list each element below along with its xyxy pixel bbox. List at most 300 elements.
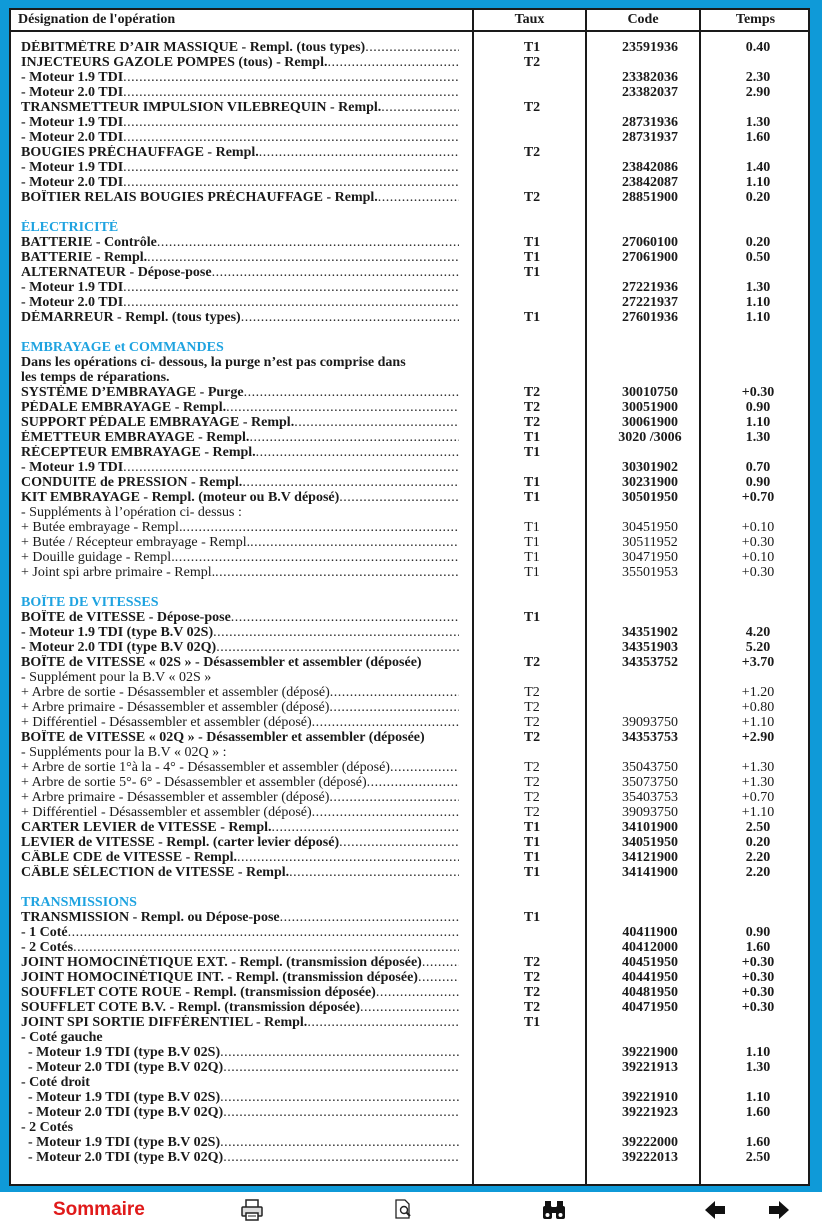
table-row (11, 40, 808, 55)
designation-cell (21, 745, 459, 760)
dot-leader (175, 550, 459, 565)
rate-cell: T2 (523, 400, 541, 415)
dot-leader (312, 715, 459, 730)
dot-leader (422, 955, 459, 970)
code-cell: 23591936 (622, 40, 678, 55)
time-cell: 1.10 (745, 310, 771, 325)
designation-text: - Coté droit (21, 1075, 90, 1090)
dot-leader (367, 775, 459, 790)
code-cell: 23382037 (622, 85, 678, 100)
designation-cell (21, 340, 459, 355)
designation-cell (21, 670, 459, 685)
time-cell: 1.10 (745, 1090, 771, 1105)
rate-cell: T2 (524, 805, 540, 820)
zoom-page-icon[interactable] (393, 1198, 415, 1222)
designation-text: - Moteur 2.0 TDI (type B.V 02Q) (21, 1060, 224, 1075)
code-cell: 39221913 (622, 1060, 678, 1075)
code-cell: 39221923 (622, 1105, 678, 1120)
designation-text: - Moteur 1.9 TDI (type B.V 02S) (21, 625, 214, 640)
dot-leader (220, 1135, 459, 1150)
table-row (11, 430, 808, 445)
code-cell: 34051950 (622, 835, 678, 850)
designation-text: + Douille guidage - Rempl. (21, 550, 175, 565)
designation-text: - Moteur 1.9 TDI (21, 70, 124, 85)
table-row (11, 940, 808, 955)
designation-cell (21, 175, 459, 190)
designation-cell (21, 730, 459, 745)
designation-text: - Moteur 1.9 TDI (21, 160, 124, 175)
code-cell: 34121900 (622, 850, 678, 865)
code-cell: 27061900 (622, 250, 678, 265)
dot-leader (272, 820, 459, 835)
designation-cell (21, 1060, 459, 1075)
dot-leader (339, 835, 459, 850)
code-cell: 27060100 (622, 235, 678, 250)
designation-text: les temps de réparations. (21, 370, 170, 385)
time-cell: +0.30 (741, 385, 775, 400)
table-row (11, 1090, 808, 1105)
dot-leader (256, 445, 459, 460)
rate-cell: T1 (523, 1015, 541, 1030)
table-row (11, 790, 808, 805)
rate-cell: T2 (524, 700, 540, 715)
designation-text: CÂBLE SÉLECTION de VITESSE - Rempl. (21, 865, 290, 880)
code-cell: 35501953 (622, 565, 678, 580)
rate-cell: T2 (524, 760, 540, 775)
dot-leader (123, 295, 459, 310)
time-cell: +2.90 (741, 730, 775, 745)
code-cell: 30301902 (622, 460, 678, 475)
designation-cell (21, 1015, 459, 1030)
designation-text: KIT EMBRAYAGE - Rempl. (moteur ou B.V déposé) (21, 490, 340, 505)
time-cell: 0.90 (745, 400, 771, 415)
arrow-right-icon[interactable] (767, 1198, 791, 1222)
dot-leader (147, 250, 459, 265)
designation-cell (21, 550, 459, 565)
spacer-row (11, 880, 808, 895)
time-cell: +0.30 (741, 535, 775, 550)
designation-cell (21, 820, 459, 835)
table-row (11, 865, 808, 880)
designation-cell (21, 280, 459, 295)
dot-leader (157, 235, 459, 250)
table-row (11, 505, 808, 520)
dot-leader (216, 640, 459, 655)
dot-leader (226, 400, 459, 415)
section-heading (11, 595, 808, 610)
designation-text: JOINT HOMOCINÉTIQUE INT. - Rempl. (transmission déposée) (21, 970, 418, 985)
rate-cell: T1 (523, 445, 541, 460)
table-row (11, 1060, 808, 1075)
table-row (11, 655, 808, 670)
designation-cell (21, 1120, 459, 1135)
section-heading (11, 895, 808, 910)
designation-cell (21, 445, 459, 460)
designation-text: ÉMETTEUR EMBRAYAGE - Rempl. (21, 430, 250, 445)
table-row (11, 640, 808, 655)
binoculars-icon[interactable] (540, 1198, 568, 1222)
time-cell: 2.30 (745, 70, 771, 85)
rate-cell: T2 (523, 730, 541, 745)
rate-cell: T1 (523, 265, 541, 280)
rate-cell: T1 (523, 430, 541, 445)
designation-text: Dans les opérations ci- dessous, la purge n’est pas comprise dans (21, 355, 406, 370)
rate-cell: T2 (523, 385, 541, 400)
time-cell: 1.40 (745, 160, 771, 175)
designation-text: + Différentiel - Désassembler et assembler (déposé) (21, 805, 312, 820)
designation-cell (21, 610, 459, 625)
rate-cell: T2 (523, 415, 541, 430)
designation-text: + Arbre de sortie 5°- 6° - Désassembler et assembler (déposé) (21, 775, 367, 790)
designation-text: + Différentiel - Désassembler et assembler (déposé) (21, 715, 312, 730)
table-row (11, 985, 808, 1000)
table-row (11, 1105, 808, 1120)
rate-cell: T1 (523, 250, 541, 265)
designation-text: + Butée / Récepteur embrayage - Rempl. (21, 535, 251, 550)
dot-leader (123, 280, 459, 295)
table-row (11, 310, 808, 325)
designation-text: CÂBLE CDE de VITESSE - Rempl. (21, 850, 238, 865)
code-cell: 27221936 (622, 280, 678, 295)
table-row (11, 565, 808, 580)
code-cell: 35073750 (622, 775, 678, 790)
code-cell: 34351902 (622, 625, 678, 640)
table-row (11, 355, 808, 370)
code-cell: 39222000 (622, 1135, 678, 1150)
table-row (11, 730, 808, 745)
table-row (11, 415, 808, 430)
code-cell: 35043750 (622, 760, 678, 775)
time-cell: 0.70 (745, 460, 771, 475)
designation-text: - 1 Coté (21, 925, 68, 940)
designation-text: - Coté gauche (21, 1030, 103, 1045)
table-row (11, 925, 808, 940)
code-cell: 23842087 (622, 175, 678, 190)
dot-leader (329, 700, 459, 715)
designation-text: EMBRAYAGE et COMMANDES (21, 340, 224, 355)
operations-table (9, 8, 810, 1186)
table-row (11, 685, 808, 700)
dot-leader (250, 535, 459, 550)
designation-cell (21, 1000, 459, 1015)
designation-text: RÉCEPTEUR EMBRAYAGE - Rempl. (21, 445, 256, 460)
table-row (11, 295, 808, 310)
code-cell: 40471950 (622, 1000, 678, 1015)
code-cell: 39093750 (622, 805, 678, 820)
dot-leader (244, 385, 459, 400)
designation-text: - Moteur 1.9 TDI (21, 280, 124, 295)
designation-text: SYSTÈME D’EMBRAYAGE - Purge (21, 385, 244, 400)
designation-text: - Moteur 2.0 TDI (type B.V 02Q) (21, 1150, 224, 1165)
dot-leader (289, 865, 459, 880)
rate-cell: T2 (523, 985, 541, 1000)
time-cell: 2.50 (745, 820, 771, 835)
header-code: Code (627, 12, 659, 27)
designation-text: PÉDALE EMBRAYAGE - Rempl. (21, 400, 227, 415)
designation-text: BOUGIES PRÉCHAUFFAGE - Rempl. (21, 145, 259, 160)
rate-cell: T1 (523, 310, 541, 325)
code-cell: 39221910 (622, 1090, 678, 1105)
dot-leader (339, 490, 459, 505)
designation-cell (21, 1090, 459, 1105)
dot-leader (215, 565, 459, 580)
designation-text: - 2 Cotés (21, 940, 74, 955)
designation-cell (21, 370, 459, 385)
operations-list (11, 40, 808, 1165)
table-row (11, 535, 808, 550)
table-row (11, 85, 808, 100)
designation-text: + Arbre primaire - Désassembler et assembler (déposé) (21, 700, 330, 715)
table-row (11, 55, 808, 70)
table-row (11, 100, 808, 115)
sommaire-link[interactable]: Sommaire (53, 1199, 145, 1220)
designation-cell (21, 265, 459, 280)
time-cell: 0.20 (745, 190, 771, 205)
section-heading (11, 220, 808, 235)
code-cell: 34351903 (622, 640, 678, 655)
designation-text: SOUFFLET COTE ROUE - Rempl. (transmission déposée) (21, 985, 376, 1000)
time-cell: 1.10 (745, 1045, 771, 1060)
time-cell: 0.40 (745, 40, 771, 55)
rate-cell: T1 (523, 865, 541, 880)
dot-leader (312, 805, 459, 820)
designation-text: - Supplément pour la B.V « 02S » (21, 670, 212, 685)
time-cell: 0.90 (745, 475, 771, 490)
dot-leader (123, 70, 459, 85)
designation-cell (21, 640, 459, 655)
time-cell: +0.80 (741, 700, 775, 715)
designation-text: - Moteur 2.0 TDI (type B.V 02Q) (21, 1105, 224, 1120)
dot-leader (123, 85, 459, 100)
designation-text: + Butée embrayage - Rempl. (21, 520, 183, 535)
table-row (11, 175, 808, 190)
table-row (11, 385, 808, 400)
designation-text: JOINT HOMOCINÉTIQUE EXT. - Rempl. (transmission déposée) (21, 955, 422, 970)
table-row (11, 850, 808, 865)
table-row (11, 190, 808, 205)
table-row (11, 1015, 808, 1030)
designation-cell (21, 625, 459, 640)
designation-cell (21, 535, 459, 550)
time-cell: +1.10 (741, 805, 775, 820)
rate-cell: T1 (523, 820, 541, 835)
time-cell: +1.30 (741, 760, 775, 775)
designation-cell (21, 55, 459, 70)
designation-text: - Moteur 2.0 TDI (21, 85, 124, 100)
dot-leader (182, 520, 459, 535)
spacer-row (11, 580, 808, 595)
designation-text: BATTERIE - Rempl. (21, 250, 148, 265)
rate-cell: T2 (523, 970, 541, 985)
code-cell: 40441950 (622, 970, 678, 985)
designation-cell (21, 115, 459, 130)
table-row (11, 250, 808, 265)
rate-cell: T1 (524, 550, 540, 565)
dot-leader (223, 1060, 459, 1075)
code-cell: 30451950 (622, 520, 678, 535)
code-cell: 30511952 (622, 535, 678, 550)
table-row (11, 475, 808, 490)
table-row (11, 745, 808, 760)
dot-leader (231, 610, 459, 625)
code-cell: 28851900 (622, 190, 678, 205)
rate-cell: T2 (524, 685, 540, 700)
dot-leader (249, 430, 459, 445)
table-row (11, 625, 808, 640)
designation-text: - Moteur 2.0 TDI (21, 175, 124, 190)
designation-cell (21, 430, 459, 445)
rate-cell: T1 (523, 235, 541, 250)
time-cell: 0.50 (745, 250, 771, 265)
dot-leader (381, 100, 459, 115)
time-cell: 1.60 (745, 1135, 771, 1150)
time-cell: +0.10 (741, 520, 775, 535)
time-cell: +0.30 (741, 985, 775, 1000)
dot-leader (68, 925, 459, 940)
rate-cell: T1 (523, 475, 541, 490)
designation-cell (21, 760, 459, 775)
designation-cell (21, 895, 459, 910)
designation-text: BOÎTIER RELAIS BOUGIES PRÉCHAUFFAGE - Rempl. (21, 190, 378, 205)
designation-text: CONDUITE de PRESSION - Rempl. (21, 475, 243, 490)
time-cell: +0.30 (741, 970, 775, 985)
dot-leader (418, 970, 459, 985)
table-row (11, 1135, 808, 1150)
code-cell: 30010750 (622, 385, 678, 400)
designation-cell (21, 1075, 459, 1090)
rate-cell: T2 (524, 775, 540, 790)
time-cell: 1.30 (745, 280, 771, 295)
designation-cell (21, 940, 459, 955)
time-cell: 1.10 (745, 175, 771, 190)
time-cell: 2.20 (745, 850, 771, 865)
designation-text: - Moteur 1.9 TDI (type B.V 02S) (21, 1045, 221, 1060)
designation-text: - Suppléments pour la B.V « 02Q » : (21, 745, 227, 760)
table-row (11, 1150, 808, 1165)
navigation-bar (0, 1192, 822, 1229)
dot-leader (330, 685, 459, 700)
code-cell: 30061900 (622, 415, 678, 430)
time-cell: +0.10 (741, 550, 775, 565)
designation-text: JOINT SPI SORTIE DIFFÉRENTIEL - Rempl. (21, 1015, 308, 1030)
dot-leader (223, 1105, 459, 1120)
table-row (11, 160, 808, 175)
dot-leader (237, 850, 459, 865)
code-cell: 39221900 (622, 1045, 678, 1060)
designation-cell (21, 955, 459, 970)
printer-icon[interactable] (240, 1198, 264, 1222)
code-cell: 30051900 (622, 400, 678, 415)
designation-cell (21, 100, 459, 115)
table-row (11, 955, 808, 970)
designation-text: - Moteur 2.0 TDI (21, 130, 124, 145)
dot-leader (123, 130, 459, 145)
rate-cell: T2 (523, 955, 541, 970)
table-row (11, 265, 808, 280)
designation-text: - Moteur 2.0 TDI (type B.V 02Q) (21, 640, 217, 655)
designation-text: TRANSMISSIONS (21, 895, 137, 910)
designation-cell (21, 910, 459, 925)
designation-cell (21, 790, 459, 805)
table-row (11, 115, 808, 130)
section-heading (11, 340, 808, 355)
code-cell: 23842086 (622, 160, 678, 175)
table-row (11, 490, 808, 505)
time-cell: 1.30 (745, 430, 771, 445)
designation-text: - Moteur 1.9 TDI (type B.V 02S) (21, 1090, 221, 1105)
time-cell: +1.20 (741, 685, 775, 700)
designation-cell (21, 40, 459, 55)
designation-cell (21, 400, 459, 415)
time-cell: 0.90 (745, 925, 771, 940)
dot-leader (365, 40, 459, 55)
dot-leader (307, 1015, 459, 1030)
code-cell: 30231900 (622, 475, 678, 490)
designation-cell (21, 310, 459, 325)
designation-text: SOUFFLET COTE B.V. - Rempl. (transmission déposée) (21, 1000, 361, 1015)
designation-cell (21, 160, 459, 175)
arrow-left-icon[interactable] (703, 1198, 727, 1222)
spacer-row (11, 325, 808, 340)
rate-cell: T1 (524, 535, 540, 550)
time-cell: 1.30 (745, 1060, 771, 1075)
code-cell: 34101900 (622, 820, 678, 835)
time-cell: +0.30 (741, 565, 775, 580)
dot-leader (327, 55, 459, 70)
table-row (11, 1075, 808, 1090)
designation-cell (21, 835, 459, 850)
rate-cell: T2 (524, 790, 540, 805)
code-cell: 40451950 (622, 955, 678, 970)
designation-cell (21, 1030, 459, 1045)
dot-leader (123, 160, 459, 175)
dot-leader (259, 145, 459, 160)
dot-leader (73, 940, 459, 955)
table-row (11, 460, 808, 475)
code-cell: 23382036 (622, 70, 678, 85)
time-cell: +1.10 (741, 715, 775, 730)
designation-cell (21, 700, 459, 715)
dot-leader (220, 1045, 459, 1060)
code-cell: 3020 /3006 (618, 430, 682, 445)
rate-cell: T1 (524, 520, 540, 535)
table-row (11, 520, 808, 535)
rate-cell: T1 (524, 565, 540, 580)
code-cell: 40412000 (622, 940, 678, 955)
designation-text: BATTERIE - Contrôle (21, 235, 157, 250)
header-temps: Temps (735, 12, 776, 27)
rate-cell: T1 (523, 40, 541, 55)
table-row (11, 760, 808, 775)
designation-cell (21, 490, 459, 505)
designation-cell (21, 460, 459, 475)
time-cell: 0.20 (745, 235, 771, 250)
designation-cell (21, 250, 459, 265)
header-divider (11, 30, 808, 32)
code-cell: 40411900 (622, 925, 678, 940)
table-row (11, 70, 808, 85)
rate-cell: T2 (523, 145, 541, 160)
table-row (11, 805, 808, 820)
designation-cell (21, 145, 459, 160)
designation-cell (21, 235, 459, 250)
code-cell: 34141900 (622, 865, 678, 880)
table-row (11, 130, 808, 145)
time-cell: +3.70 (741, 655, 775, 670)
time-cell: 4.20 (745, 625, 771, 640)
code-cell: 27601936 (622, 310, 678, 325)
dot-leader (242, 475, 459, 490)
